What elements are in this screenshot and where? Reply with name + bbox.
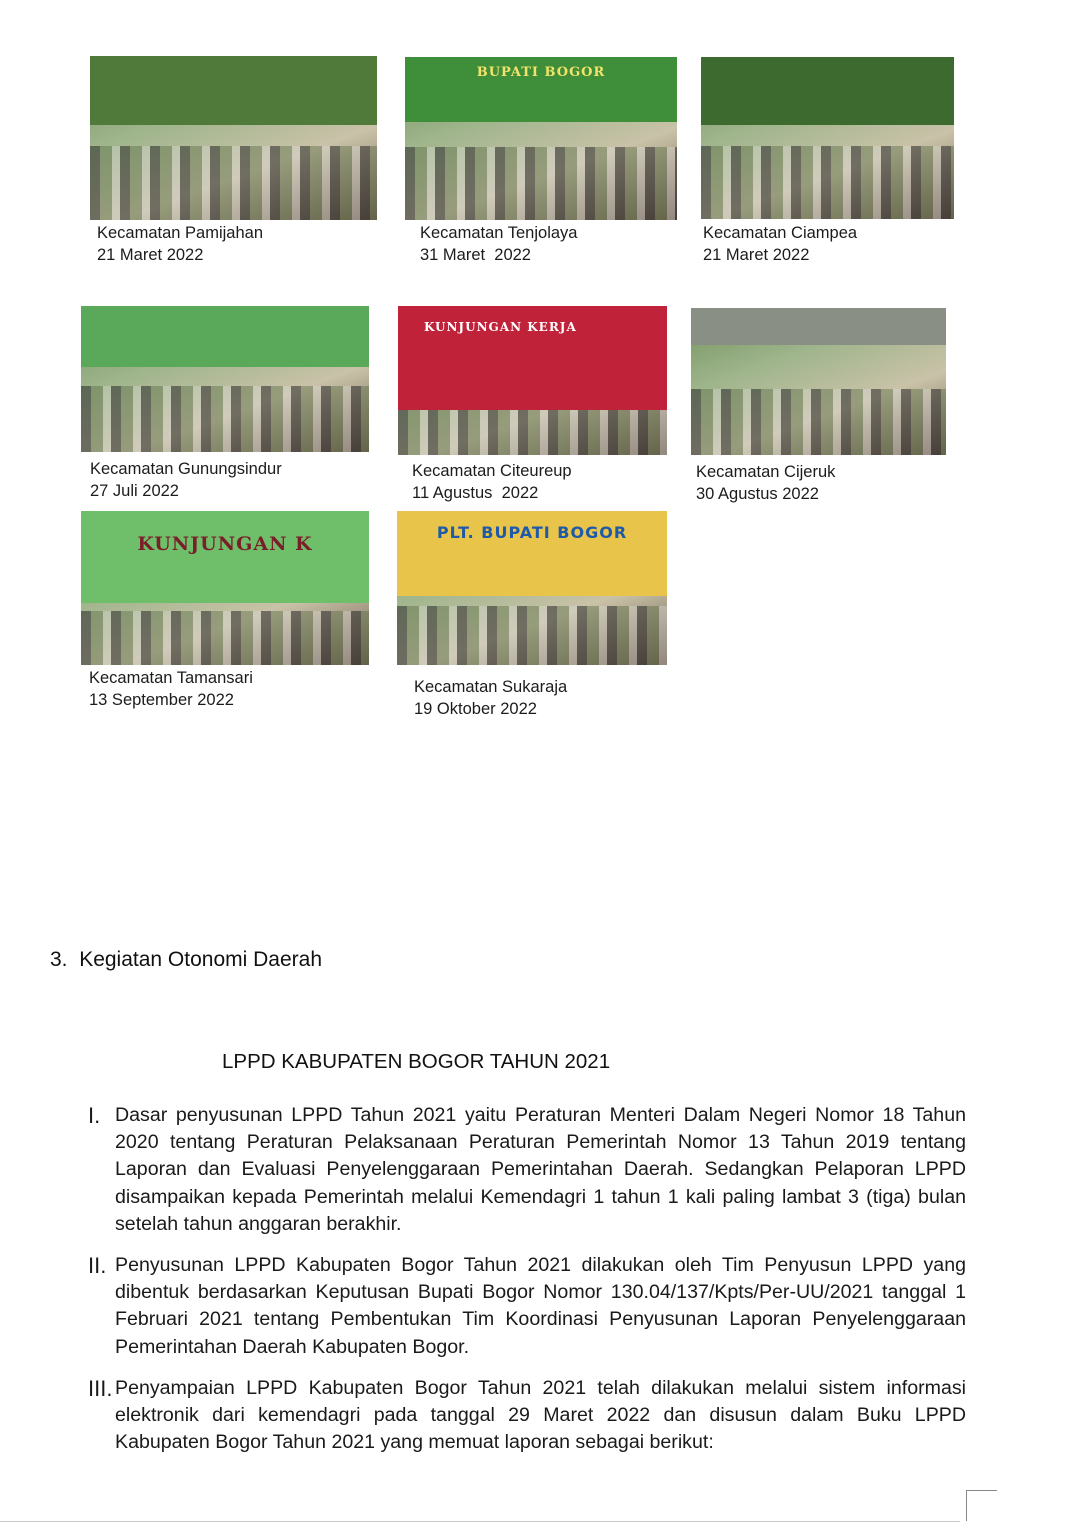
photo-gunungsindur (81, 306, 369, 452)
photo-pamijahan (90, 56, 377, 220)
caption-gunungsindur: Kecamatan Gunungsindur 27 Juli 2022 (90, 460, 282, 500)
caption-sukaraja: Kecamatan Sukaraja 19 Oktober 2022 (414, 678, 568, 718)
photo-tenjolaya (405, 57, 677, 220)
list-item (88, 1252, 966, 1361)
photo-banner-text: PLT. BUPATI BOGOR (436, 523, 628, 542)
item-number: II. (88, 1253, 107, 1278)
section-title: Kegiatan Otonomi Daerah (79, 948, 322, 971)
photo-banner-text: BUPATI BOGOR (476, 65, 606, 80)
caption-pamijahan: Kecamatan Pamijahan 21 Maret 2022 (97, 224, 264, 264)
photo-tamansari (81, 511, 369, 665)
caption-cijeruk: Kecamatan Cijeruk 30 Agustus 2022 (696, 463, 836, 503)
caption-tenjolaya: Kecamatan Tenjolaya 31 Maret 2022 (420, 224, 578, 264)
photo-sukaraja (397, 511, 667, 665)
photo-banner-text: KUNJUNGAN KERJA (424, 320, 577, 334)
caption-tamansari: Kecamatan Tamansari 13 September 2022 (89, 669, 253, 709)
list-item (88, 1102, 966, 1238)
photo-banner (90, 56, 377, 125)
item-number: III. (88, 1376, 113, 1401)
photo-ciampea (701, 57, 954, 219)
item-number: I. (88, 1103, 101, 1128)
photo-banner-text: KUNJUNGAN K (137, 533, 313, 555)
list-item (88, 1375, 966, 1457)
section-heading (50, 948, 322, 972)
caption-ciampea: Kecamatan Ciampea 21 Maret 2022 (703, 224, 858, 264)
page-corner-mark (966, 1490, 997, 1521)
page-bottom-rule (0, 1521, 960, 1522)
section-number: 3. (50, 948, 68, 971)
item-text: Penyampaian LPPD Kabupaten Bogor Tahun 2021 telah dilakukan melalui sistem informasi elektronik dari kemendagri pada tanggal 29 Maret 2022 dan disusun dalam Buku LPPD Kabupaten Bogor Tahun 2021 yang memuat laporan sebagai berikut: (115, 1377, 966, 1454)
item-text: Dasar penyusunan LPPD Tahun 2021 yaitu Peraturan Menteri Dalam Negeri Nomor 18 Tahun 2020 tentang Peraturan Pelaksanaan Peraturan Pemerintah Nomor 13 Tahun 2019 tentang Laporan dan Evaluasi Penyelenggaraan Pemerintahan Daerah. Sedangkan Pelaporan LPPD disampaikan kepada Pemerintah melalui Kemendagri 1 tahun 1 kali paling lambat 3 (tiga) bulan setelah tahun anggaran berakhir. (115, 1104, 966, 1235)
item-text: Penyusunan LPPD Kabupaten Bogor Tahun 2021 dilakukan oleh Tim Penyusun LPPD yang dibentuk berdasarkan Keputusan Bupati Bogor Nomor 130.04/137/Kpts/Per-UU/2021 tanggal 1 Februari 2021 tentang Pembentukan Tim Koordinasi Penyusunan Laporan Penyelenggaraan Pemerintahan Daerah Kabupaten Bogor. (115, 1254, 966, 1358)
photo-cijeruk (691, 308, 946, 455)
caption-citeureup: Kecamatan Citeureup 11 Agustus 2022 (412, 462, 572, 502)
document-title: LPPD KABUPATEN BOGOR TAHUN 2021 (222, 1050, 611, 1073)
photo-citeureup (398, 306, 667, 455)
